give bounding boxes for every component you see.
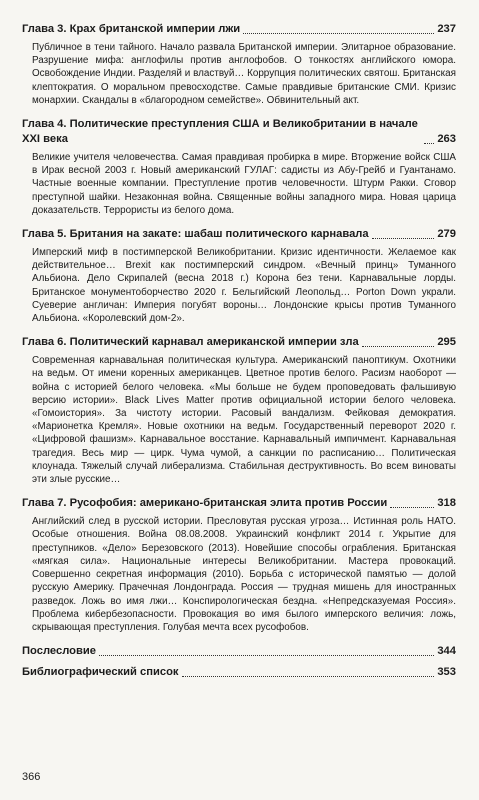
chapter-page-number: 295 (437, 336, 456, 349)
chapter-page-number: 263 (437, 133, 456, 146)
table-of-contents (22, 22, 456, 690)
chapter-title: Глава 6. Политический карнавал американской империи зла (22, 336, 359, 349)
leader-dots (424, 142, 434, 144)
chapter-title: Глава 3. Крах британской империи лжи (22, 23, 241, 35)
chapter-page-number: 237 (437, 23, 456, 35)
leader-dots (243, 32, 434, 34)
leader-dots (390, 506, 434, 508)
section-heading (22, 665, 456, 680)
chapter-heading (22, 335, 456, 350)
toc-entry-afterword (22, 644, 456, 659)
chapter-description: Публичное в тени тайного. Начало развала Британской империи. Элитарное образование. Разрушение мифа: англофилы против англофобов. О тонкостях английского юмора. Освобождение Индии. Разделяй и властвуй… Коррупция политических святош. Британская клептократия. О моральном превосходстве. Самые правдивые британские СМИ. Кризис монархии. Скандалы в «благородном семействе». Обвинительный акт. (32, 42, 456, 106)
page-number: 366 (22, 771, 41, 783)
chapter-description: Имперский миф в постимперской Великобритании. Кризис идентичности. Желаемое как действительное… Brexit как постимперский синдром. «Вечный принц» Туманного Альбиона. Дело Скрипалей (весна 2018 г.) Корона без тени. Карнавальные лорды. Британское монументоборчество 2020 г. Бельгийский Леопольд… Porton Down украли. Суеверие англичан: Империя погубят вороны… Лондонские крысы против Туманного Альбиона. «Королевский дом-2». (32, 247, 456, 325)
toc-entry-bibliography (22, 665, 456, 680)
chapter-page-number: 279 (437, 228, 456, 241)
section-title: Послесловие (22, 645, 96, 658)
toc-entry-chapter-3 (22, 22, 456, 107)
chapter-title: Глава 7. Русофобия: американо-британская элита против России (22, 497, 388, 510)
leader-dots (362, 345, 435, 347)
chapter-description: Современная карнавальная политическая культура. Американский паноптикум. Охотники на ведьм. От имени коренных американцев. Цветное против белого. Расизм наоборот — война с историей белого человека. «Мы больше не будем проповедовать фальшивую версию истории». Black Lives Matter против официальной истории белого человека. «Гомоистория». За чистоту истории. Расовый вандализм. Фейковая демократия. «Марионетка Кремля». Новые охотники на ведьм. Государственный переворот 2020 г. «Цифровой фашизм». Карнавальное восстание. Карнавальный импичмент. Карнавальная трагедия. Весь мир — цирк. Чума чумой, а санкции по расписанию… Политическая клоунада. Тяжелый случай либерализма. Стабильная деструктивность. Во всем виноваты эти злые русские… (32, 355, 456, 486)
leader-dots (99, 654, 434, 656)
chapter-title: Глава 5. Британия на закате: шабаш политического карнавала (22, 228, 369, 241)
toc-entry-chapter-4 (22, 117, 456, 217)
toc-entry-chapter-5 (22, 227, 456, 325)
leader-dots (372, 237, 435, 239)
chapter-description: Великие учителя человечества. Самая правдивая пробирка в мире. Вторжение войск США в Ирак весной 2003 г. Новый американский ГУЛАГ: садисты из Абу-Грейб и Гуантанамо. Частные военные компании. Преступление против человечности. Штурм Ракки. Сговор преступной шайки. Незаконная война. Священные войны западного мира. Новая царица доказательств. Террористы из белого дома. (32, 152, 456, 216)
chapter-heading (22, 496, 456, 511)
chapter-page-number: 318 (437, 497, 456, 510)
section-page-number: 353 (437, 666, 456, 679)
chapter-heading (22, 22, 456, 37)
toc-entry-chapter-7 (22, 496, 456, 634)
section-heading (22, 644, 456, 659)
chapter-description: Английский след в русской истории. Пресловутая русская угроза… Истинная роль НАТО. Особые отношения. Война 08.08.2008. Украинский конфликт 2014 г. Укрытие для преступников. «Дело» Березовского (2013). Новейшие способы ограбления. Британская «мягкая сила». Национальные интересы Великобритании. Мастера провокаций. Совершенно секретная информация (2010). Борьба с исторической памятью — долой русскую Америку. Прачечная Лондонграда. Россия — трудная мишень для иностранных разведок. Ложь во имя лжи… Конспирологическая бездна. «Непредсказуемая Россия». Проблема кибербезопасности. Провокация во имя былого имперского величия: ложь, скрывающая преступления. Голубая мечта всех русофобов. (32, 516, 456, 633)
section-title: Библиографический список (22, 666, 179, 679)
section-page-number: 344 (437, 645, 456, 658)
chapter-heading (22, 227, 456, 242)
chapter-heading (22, 117, 456, 147)
chapter-title: Глава 4. Политические преступления США и Великобритании в начале XXI века (22, 118, 418, 146)
toc-entry-chapter-6 (22, 335, 456, 486)
leader-dots (182, 675, 435, 677)
